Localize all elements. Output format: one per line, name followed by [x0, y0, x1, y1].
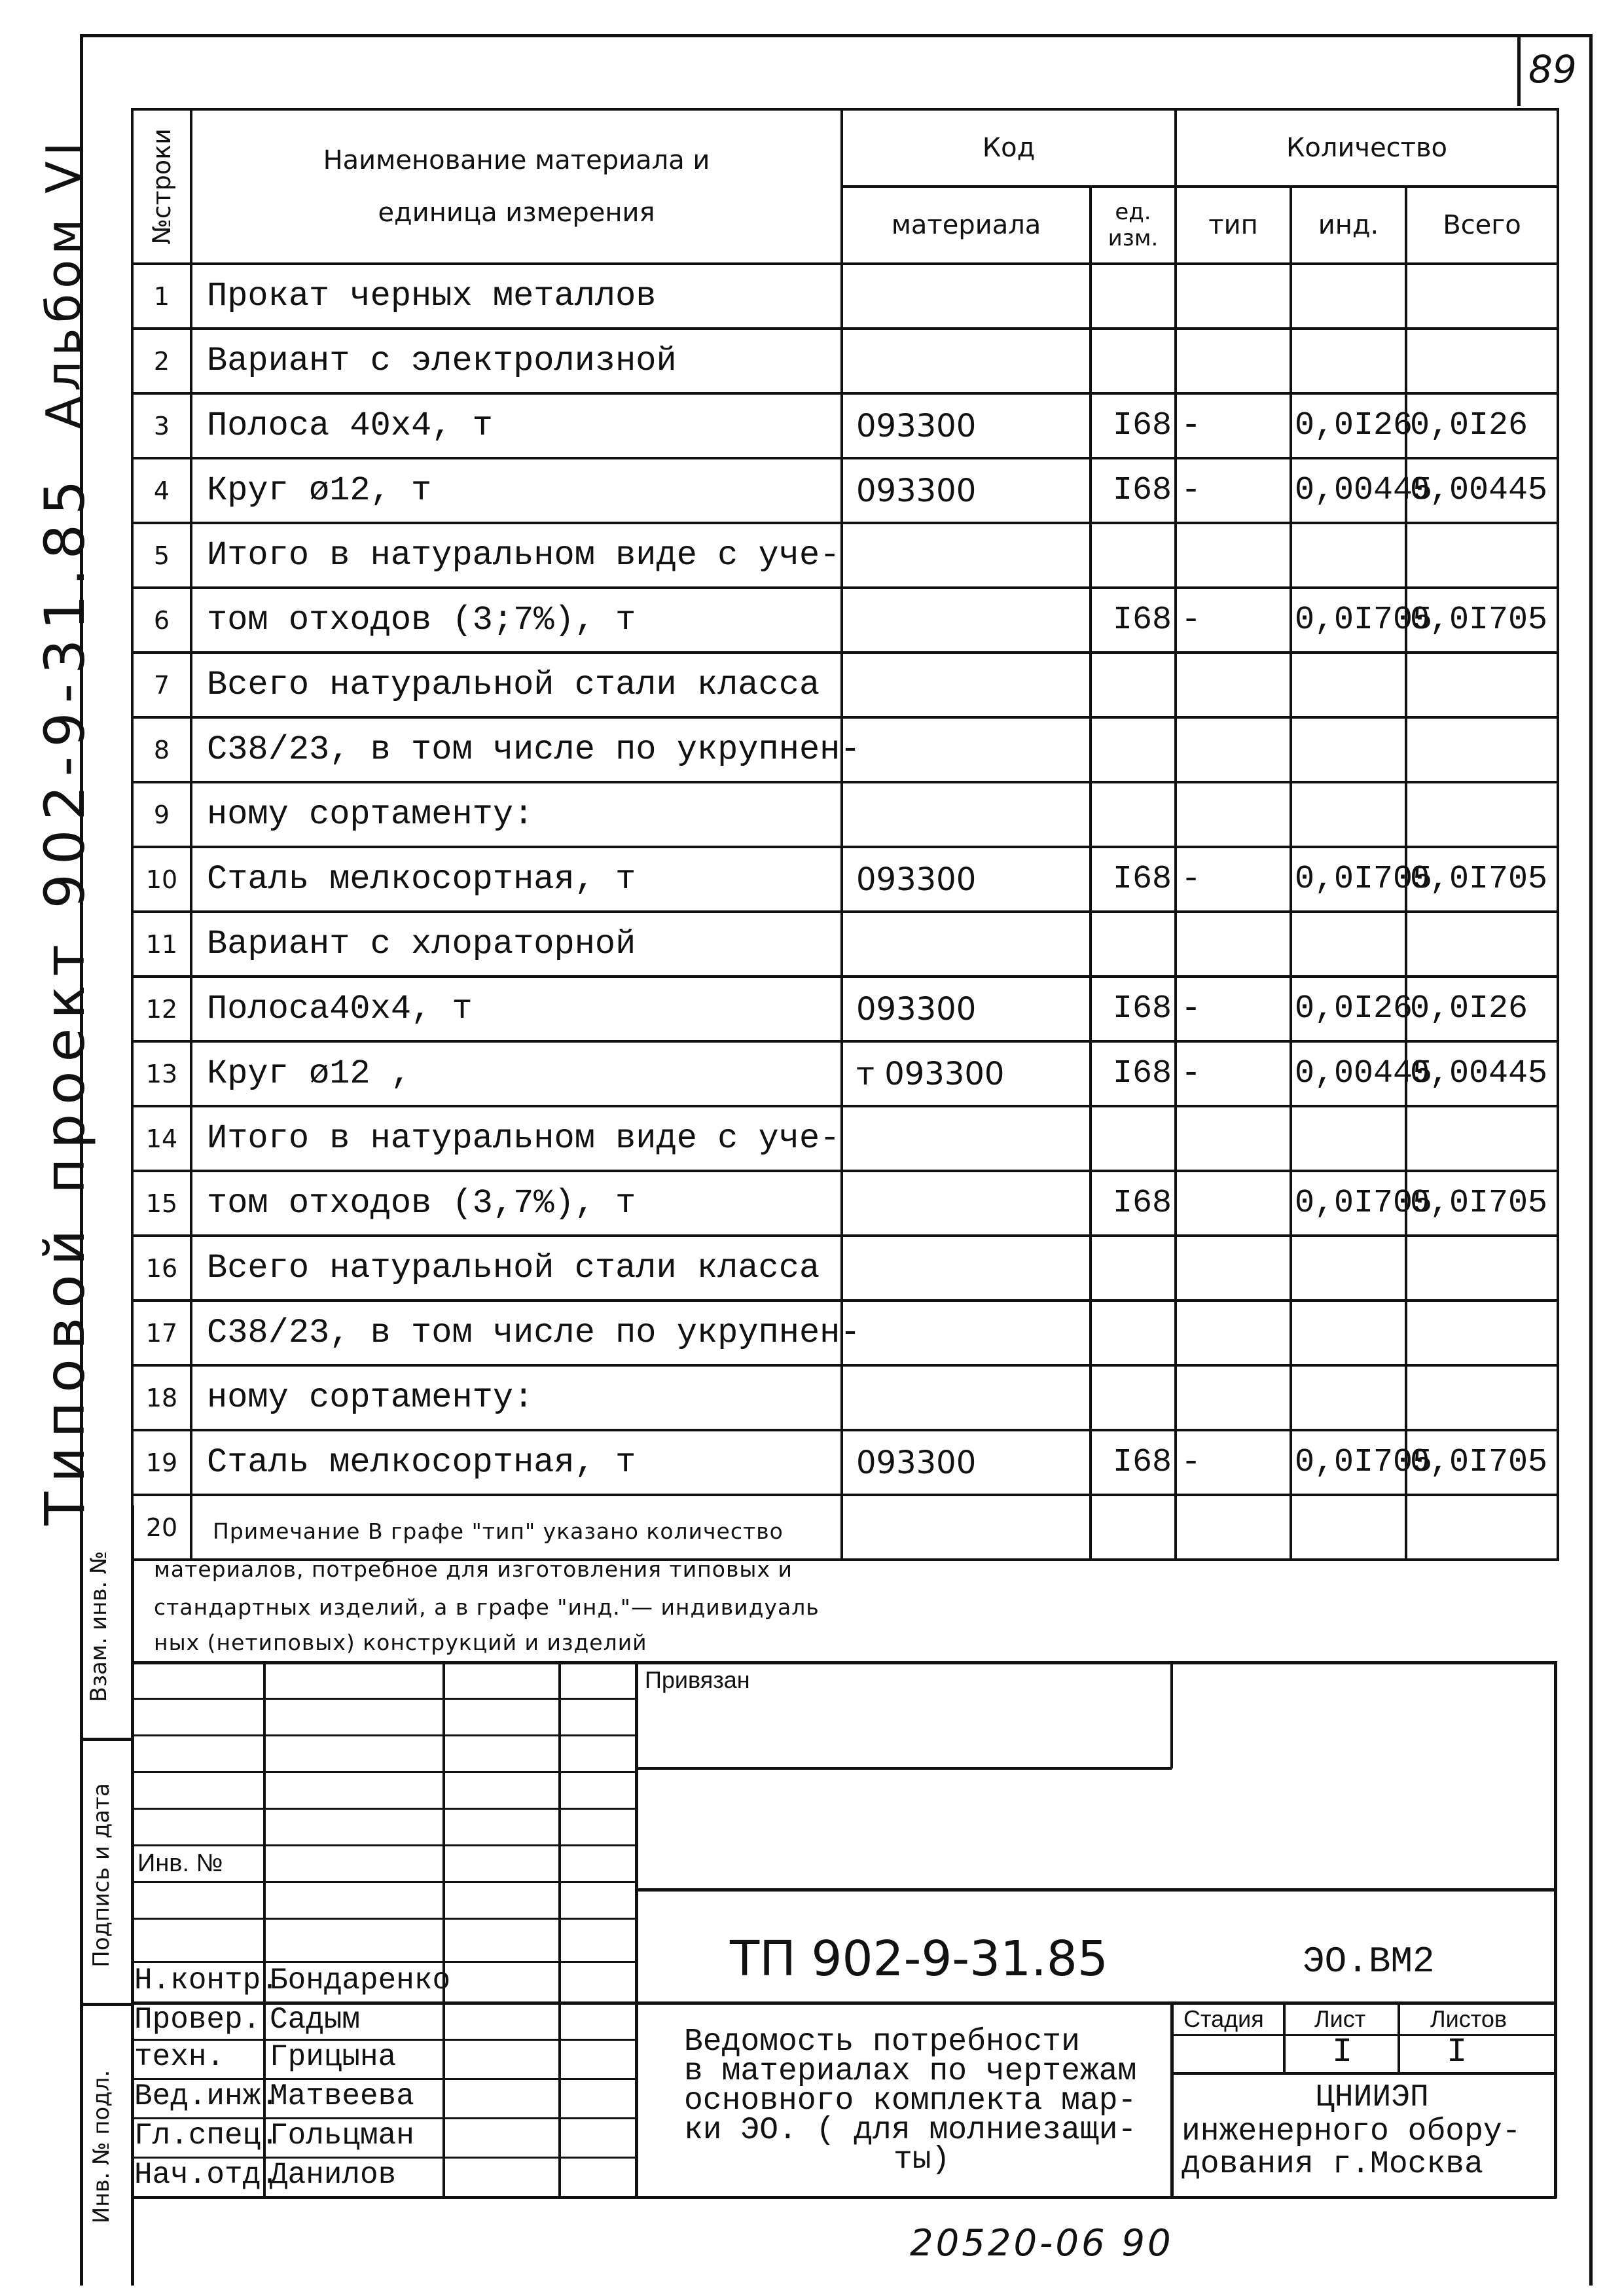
qty-ind — [1291, 782, 1406, 847]
material-name: Всего натуральной стали класса — [191, 653, 842, 717]
table-row — [132, 458, 1558, 523]
stamp-role: Н.контр. — [134, 1964, 279, 1998]
unit-code: I68 — [1091, 393, 1176, 458]
org-line-2: инженерного обору- — [1182, 2114, 1521, 2149]
unit-code — [1091, 653, 1176, 717]
stamp-person: Данилов — [270, 2158, 397, 2192]
unit-code — [1091, 1365, 1176, 1430]
table-row — [132, 1236, 1558, 1300]
doc-title-line-5: ты) — [893, 2142, 950, 2178]
qty-total: 0,0I705 — [1406, 588, 1558, 653]
unit-code — [1091, 329, 1176, 393]
material-code — [842, 523, 1091, 588]
qty-type — [1176, 1236, 1291, 1300]
table-row — [132, 1041, 1558, 1106]
stamp-role: Нач.отд. — [134, 2158, 279, 2192]
stamp-role: Гл.спец. — [134, 2119, 279, 2153]
doc-code: ЭО.ВМ2 — [1303, 1941, 1435, 1982]
material-name: С38/23, в том числе по укрупнен- — [191, 717, 842, 782]
qty-ind — [1291, 1236, 1406, 1300]
tb-stage-h1 — [1170, 2034, 1557, 2036]
material-name: Вариант с электролизной — [191, 329, 842, 393]
material-name: Полоса40х4, т — [191, 977, 842, 1041]
stamp-sep-1 — [80, 1738, 132, 1741]
sheet-value: I — [1332, 2033, 1353, 2072]
side-title-album: Альбом VI — [36, 137, 91, 429]
qty-ind: 0,0I26 — [1291, 977, 1406, 1041]
qty-ind: 0,00445 — [1291, 1041, 1406, 1106]
tb-stage-mid2 — [1398, 2001, 1400, 2073]
doc-title-line-1: Ведомость потребности — [684, 2024, 1080, 2060]
table-row — [132, 1430, 1558, 1495]
tb-designation-bottom — [635, 1888, 1557, 1892]
qty-total — [1406, 1236, 1558, 1300]
material-name: Итого в натуральном виде с уче- — [191, 1106, 842, 1171]
qty-total — [1406, 523, 1558, 588]
sheet-label: Лист — [1314, 2005, 1366, 2032]
stage-label: Стадия — [1183, 2005, 1264, 2032]
row-number: 5 — [132, 523, 191, 588]
row-number: 8 — [132, 717, 191, 782]
qty-ind: 0,0I705 — [1291, 588, 1406, 653]
page-number: 89 — [1528, 47, 1577, 92]
qty-total — [1406, 1365, 1558, 1430]
material-code — [842, 717, 1091, 782]
material-name: Сталь мелкосортная, т — [191, 847, 842, 912]
tb-bottom — [131, 2196, 1557, 2199]
material-name: ному сортаменту: — [191, 1365, 842, 1430]
qty-type: - — [1176, 458, 1291, 523]
tb-rh-2 — [131, 1734, 636, 1736]
material-code — [842, 1236, 1091, 1300]
materials-table — [131, 108, 1559, 1561]
header-qty-type: тип — [1176, 187, 1291, 264]
stamp-person: Гольцман — [270, 2119, 414, 2153]
row-number: 13 — [132, 1041, 191, 1106]
qty-type: - — [1176, 1041, 1291, 1106]
note-line-1: Примечание В графе "тип" указано количество — [213, 1518, 784, 1544]
row-number: 12 — [132, 977, 191, 1041]
table-row — [132, 782, 1558, 847]
qty-total — [1406, 717, 1558, 782]
stamp-role: Вед.инж. — [134, 2079, 279, 2113]
material-name: Прокат черных металлов — [191, 264, 842, 329]
qty-type — [1176, 523, 1291, 588]
material-code: 093300 — [842, 1430, 1091, 1495]
material-code — [842, 1300, 1091, 1365]
unit-code: I68 — [1091, 588, 1176, 653]
unit-code — [1091, 523, 1176, 588]
unit-code: I68 — [1091, 847, 1176, 912]
qty-ind — [1291, 264, 1406, 329]
qty-type — [1176, 1495, 1291, 1560]
qty-type — [1176, 782, 1291, 847]
unit-code — [1091, 1495, 1176, 1560]
inv-no-label: Инв. № — [137, 1850, 228, 1878]
tb-stage-left — [1170, 2001, 1174, 2198]
tb-rh-3 — [131, 1771, 636, 1773]
qty-ind: 0,0I26 — [1291, 393, 1406, 458]
tb-privyazan-right — [1170, 1661, 1173, 1768]
header-qty-ind: инд. — [1291, 187, 1406, 264]
qty-total — [1406, 264, 1558, 329]
material-code — [842, 1106, 1091, 1171]
designation: ТП 902-9-31.85 — [730, 1931, 1108, 1987]
material-name: Круг ø12 , — [191, 1041, 842, 1106]
qty-ind — [1291, 653, 1406, 717]
unit-code: I68 — [1091, 1171, 1176, 1236]
material-name: том отходов (3,7%), т — [191, 1171, 842, 1236]
unit-code — [1091, 782, 1176, 847]
header-code-material: материала — [842, 187, 1091, 264]
qty-ind — [1291, 1365, 1406, 1430]
qty-type — [1176, 912, 1291, 977]
label-sign-date: Подпись и дата — [88, 1783, 115, 1967]
unit-code: I68 — [1091, 458, 1176, 523]
tb-rh-7 — [131, 1918, 636, 1920]
qty-ind — [1291, 1106, 1406, 1171]
frame-top — [80, 34, 1591, 37]
material-code — [842, 1365, 1091, 1430]
qty-type — [1176, 1300, 1291, 1365]
qty-total — [1406, 912, 1558, 977]
footer-code: 20520-06 90 — [910, 2222, 1174, 2265]
qty-total: 0,0I26 — [1406, 393, 1558, 458]
table-row — [132, 588, 1558, 653]
unit-code — [1091, 264, 1176, 329]
stamp-role: Провер. — [134, 2003, 261, 2037]
qty-type: - — [1176, 393, 1291, 458]
material-name: Полоса 40х4, т — [191, 393, 842, 458]
table-row — [132, 1106, 1558, 1171]
material-name: Сталь мелкосортная, т — [191, 1430, 842, 1495]
tb-stage-mid1 — [1283, 2001, 1286, 2073]
table-row — [132, 653, 1558, 717]
table-row — [132, 912, 1558, 977]
stamp-person: Садым — [270, 2003, 361, 2037]
qty-total: 0,00445 — [1406, 1041, 1558, 1106]
unit-code: I68 — [1091, 1430, 1176, 1495]
table-row — [132, 847, 1558, 912]
tb-top — [131, 1661, 1557, 1664]
material-code — [842, 1495, 1091, 1560]
qty-total — [1406, 1300, 1558, 1365]
qty-type: - — [1176, 1430, 1291, 1495]
stamp-person: Бондаренко — [270, 1964, 451, 1998]
table-row — [132, 523, 1558, 588]
stamp-role: техн. — [134, 2040, 225, 2074]
qty-total: 0,0I705 — [1406, 1430, 1558, 1495]
material-name: С38/23, в том числе по укрупнен- — [191, 1300, 842, 1365]
row-number: 15 — [132, 1171, 191, 1236]
row-number: 16 — [132, 1236, 191, 1300]
tb-rh-6 — [131, 1881, 636, 1883]
qty-type: - — [1176, 977, 1291, 1041]
org-line-1: ЦНИИЭП — [1316, 2080, 1429, 2115]
row-number: 10 — [132, 847, 191, 912]
row-number: 11 — [132, 912, 191, 977]
tb-privyazan-bottom — [635, 1767, 1172, 1770]
qty-ind — [1291, 912, 1406, 977]
material-code: 093300 — [842, 847, 1091, 912]
material-code — [842, 782, 1091, 847]
tb-rh-8 — [131, 1961, 636, 1963]
row-number: 14 — [132, 1106, 191, 1171]
qty-type: - — [1176, 847, 1291, 912]
qty-total — [1406, 329, 1558, 393]
unit-code: I68 — [1091, 1041, 1176, 1106]
material-name: ному сортаменту: — [191, 782, 842, 847]
header-row-no: №строки — [132, 109, 191, 264]
qty-type: - — [1176, 588, 1291, 653]
row-number: 6 — [132, 588, 191, 653]
unit-code — [1091, 912, 1176, 977]
qty-ind: 0,0I705 — [1291, 1430, 1406, 1495]
note-line-4: ных (нетиповых) конструкций и изделий — [154, 1630, 647, 1655]
row-number: 7 — [132, 653, 191, 717]
table-body — [132, 264, 1558, 1560]
table-row — [132, 329, 1558, 393]
material-code — [842, 588, 1091, 653]
unit-code — [1091, 1300, 1176, 1365]
table-row — [132, 717, 1558, 782]
stamp-person: Грицына — [270, 2040, 397, 2074]
note-line-2: материалов, потребное для изготовления типовых и — [154, 1556, 793, 1582]
frame-right — [1589, 34, 1593, 2286]
table-row — [132, 264, 1558, 329]
qty-type — [1176, 329, 1291, 393]
material-code — [842, 329, 1091, 393]
qty-type — [1176, 653, 1291, 717]
row-number: 17 — [132, 1300, 191, 1365]
qty-type — [1176, 717, 1291, 782]
qty-ind — [1291, 717, 1406, 782]
header-name: Наименование материала и единица измерения — [191, 109, 842, 264]
table-row — [132, 977, 1558, 1041]
row-number: 19 — [132, 1430, 191, 1495]
material-code — [842, 264, 1091, 329]
privyazan-label: Привязан — [645, 1666, 750, 1693]
org-line-3: дования г.Москва — [1182, 2147, 1483, 2182]
qty-ind: 0,00445 — [1291, 458, 1406, 523]
page-number-box-left — [1517, 34, 1521, 106]
doc-title-line-2: в материалах по чертежам — [684, 2054, 1137, 2089]
row-number: 2 — [132, 329, 191, 393]
unit-code: I68 — [1091, 977, 1176, 1041]
header-qty-group: Количество — [1176, 109, 1558, 187]
tb-right — [1554, 1661, 1557, 2198]
qty-type — [1176, 1365, 1291, 1430]
material-code — [842, 1171, 1091, 1236]
qty-ind — [1291, 523, 1406, 588]
doc-title-line-4: ки ЭО. ( для молниезащи- — [684, 2113, 1137, 2148]
qty-total: 0,0I26 — [1406, 977, 1558, 1041]
unit-code — [1091, 1106, 1176, 1171]
header-code-unit: ед. изм. — [1091, 187, 1176, 264]
qty-total — [1406, 1495, 1558, 1560]
stamp-person: Матвеева — [270, 2079, 414, 2113]
row-number: 20 — [132, 1495, 191, 1560]
doc-title-line-3: основного комплекта мар- — [684, 2083, 1137, 2119]
material-name: том отходов (3;7%), т — [191, 588, 842, 653]
material-code — [842, 653, 1091, 717]
label-inv-podl: Инв. № подл. — [88, 2070, 115, 2224]
material-code: 093300 — [842, 393, 1091, 458]
unit-code — [1091, 717, 1176, 782]
material-name: Всего натуральной стали класса — [191, 1236, 842, 1300]
qty-total — [1406, 1106, 1558, 1171]
table-row — [132, 1300, 1558, 1365]
tb-rh-1 — [131, 1698, 636, 1700]
qty-type — [1176, 264, 1291, 329]
qty-ind: 0,0I705 — [1291, 847, 1406, 912]
label-zam-inv: Взам. инв. № — [86, 1551, 112, 1702]
qty-type — [1176, 1171, 1291, 1236]
row-number: 1 — [132, 264, 191, 329]
material-code: 093300 — [842, 458, 1091, 523]
side-title-project: Типовой проект 902-9-31.85 — [33, 471, 97, 1526]
tb-rh-5 — [131, 1844, 636, 1846]
material-name: Вариант с хлораторной — [191, 912, 842, 977]
material-code: т 093300 — [842, 1041, 1091, 1106]
qty-total — [1406, 782, 1558, 847]
row-number: 18 — [132, 1365, 191, 1430]
header-code-group: Код — [842, 109, 1176, 187]
row-number: 9 — [132, 782, 191, 847]
header-qty-total: Всего — [1406, 187, 1558, 264]
qty-ind — [1291, 1300, 1406, 1365]
qty-type — [1176, 1106, 1291, 1171]
qty-total: 0,0I705 — [1406, 1171, 1558, 1236]
table-row — [132, 393, 1558, 458]
row-number: 3 — [132, 393, 191, 458]
note-line-3: стандартных изделий, а в графе "инд."— индивидуаль — [154, 1594, 820, 1620]
qty-ind — [1291, 1495, 1406, 1560]
qty-ind: 0,0I705 — [1291, 1171, 1406, 1236]
material-code: 093300 — [842, 977, 1091, 1041]
material-code — [842, 912, 1091, 977]
unit-code — [1091, 1236, 1176, 1300]
sheets-label: Листов — [1430, 2005, 1507, 2032]
material-name: Круг ø12, т — [191, 458, 842, 523]
tb-rh-4 — [131, 1808, 636, 1810]
tb-stage-h2 — [1170, 2072, 1557, 2075]
row-number: 4 — [132, 458, 191, 523]
qty-ind — [1291, 329, 1406, 393]
material-name: Итого в натуральном виде с уче- — [191, 523, 842, 588]
qty-total — [1406, 653, 1558, 717]
table-row — [132, 1171, 1558, 1236]
sheets-value: I — [1447, 2033, 1468, 2072]
qty-total: 0,00445 — [1406, 458, 1558, 523]
qty-total: 0,0I705 — [1406, 847, 1558, 912]
table-row — [132, 1365, 1558, 1430]
